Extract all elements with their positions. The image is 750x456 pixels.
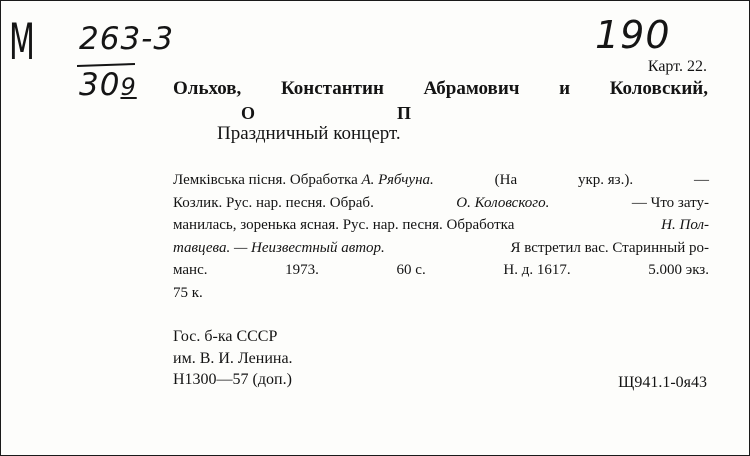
card-number: Карт. 22.: [647, 58, 707, 75]
plate-number: Н. д. 1617.: [503, 262, 571, 278]
handwritten-number-bottom: [79, 67, 137, 103]
author-initial-o: О: [241, 103, 256, 123]
desc-l1-d: укр. яз.).: [578, 172, 634, 188]
library-line-3: Н1300—57 (доп.): [173, 371, 292, 388]
authors-line: [173, 78, 708, 100]
desc-l1-e: —: [693, 172, 709, 188]
work-title: Праздничный концерт.: [217, 123, 401, 144]
library-line-1: Гос. б-ка СССР: [173, 328, 278, 345]
description-line-5: [173, 259, 709, 282]
desc-l2-c: — Что зату-: [631, 194, 709, 211]
author-first-name: Константин: [280, 78, 384, 99]
handwritten-shelf-letter: М: [9, 13, 36, 71]
handwritten-number-top: 263-3: [79, 21, 175, 57]
author-initial-p: П: [397, 103, 412, 123]
page-count: 60 с.: [396, 262, 426, 278]
description-line-3: [173, 214, 709, 237]
desc-l4-b: Я встретил вас. Старинный ро-: [510, 239, 709, 256]
library-line-2: им. В. И. Ленина.: [173, 349, 293, 367]
handwritten-number-bottom-main: 30: [79, 67, 121, 103]
classification-code: Щ941.1-0я43: [618, 374, 707, 391]
author-surname-1: Ольхов,: [173, 78, 242, 99]
description-line-2: [173, 192, 709, 215]
print-run: 5.000 экз.: [648, 262, 709, 278]
arranger-rjabchun: А. Рябчуна.: [361, 172, 434, 188]
arranger-kolovsky: О. Коловского.: [456, 194, 550, 211]
desc-l1-a: Лемківська пісня. Обработка А. Рябчуна.: [173, 172, 434, 188]
desc-l1-c: (На: [494, 172, 518, 188]
handwritten-number-right: 190: [595, 13, 671, 57]
handwritten-number-bottom-sup: 9: [120, 73, 137, 101]
author-surname-2: Коловский,: [609, 78, 708, 99]
description-line-1: [173, 169, 709, 192]
desc-l3-a: манилась, зоренька ясная. Рус. нар. песня. Обработка: [173, 217, 515, 233]
description-line-4: [173, 237, 709, 260]
publication-year: 1973.: [285, 262, 319, 278]
desc-l4-a: тавцева. — Неизвестный автор.: [173, 239, 385, 256]
desc-l5-a: манс.: [173, 262, 208, 278]
description-block: [173, 169, 709, 304]
author-patronymic: Абрамович: [423, 78, 520, 99]
price: 75 к.: [173, 284, 203, 301]
library-block: [173, 326, 293, 391]
arranger-poltavtsev: Н. Пол-: [661, 217, 709, 233]
desc-l2-a: Козлик. Рус. нар. песня. Обраб.: [173, 194, 374, 211]
authors-conjunction: и: [559, 78, 571, 99]
